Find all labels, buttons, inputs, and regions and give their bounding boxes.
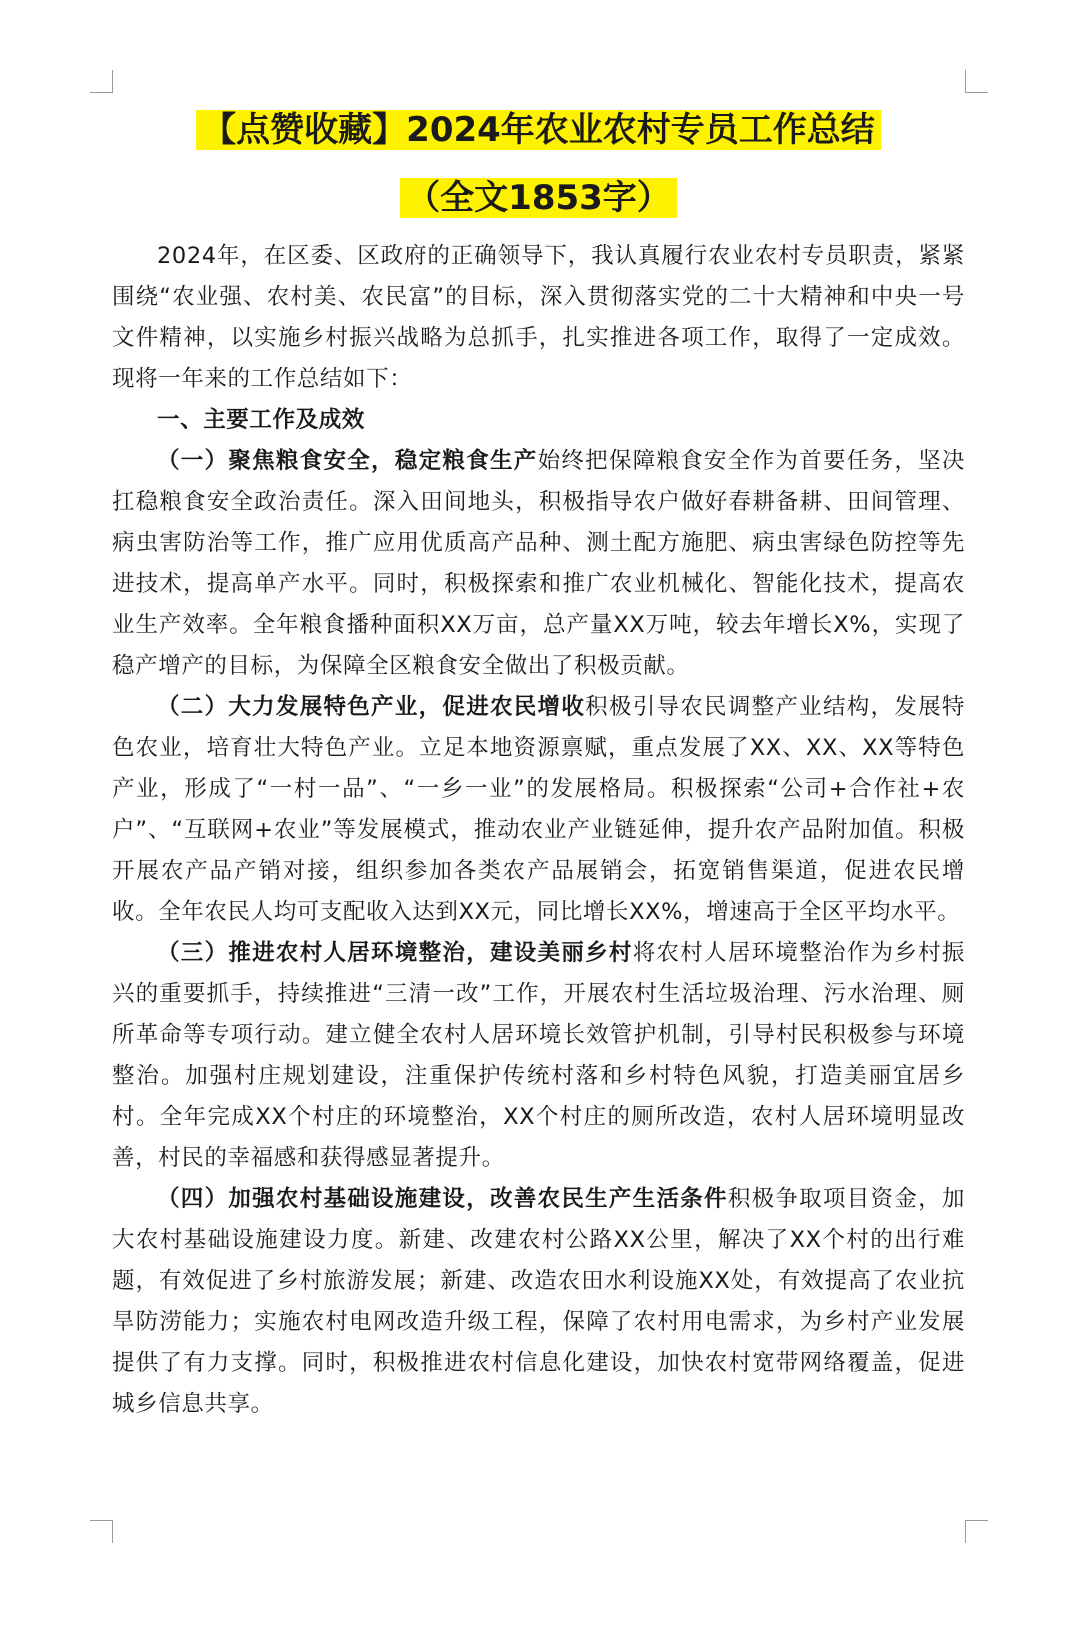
item-body: 积极引导农民调整产业结构，发展特色农业，培育壮大特色产业。立足本地资源禀赋，重点发展了XX、XX、XX等特色产业，形成了“一村一品”、“一乡一业”的发展格局。积极探索“公司+合作社+农户”、“互联网+农业”等发展模式，推动农业产业链延伸，提升农产品附加值。积极开展农产品产销对接，组织参加各类农产品展销会，拓宽销售渠道，促进农民增收。全年农民人均可支配收入达到XX元，同比增长XX%，增速高于全区平均水平。	[112, 694, 965, 925]
item-heading: （四）加强农村基础设施建设，改善农民生产生活条件	[157, 1186, 728, 1212]
item-heading: （一）聚焦粮食安全，稳定粮食生产	[157, 448, 538, 474]
item-paragraph-3	[112, 933, 965, 1179]
document-subtitle: （全文1853字）	[400, 178, 677, 218]
page-corner-mark-top-right	[965, 70, 988, 93]
document-title: 【点赞收藏】2024年农业农村专员工作总结	[196, 110, 881, 150]
item-heading: （二）大力发展特色产业，促进农民增收	[157, 694, 586, 720]
item-paragraph-1	[112, 441, 965, 687]
item-body: 积极争取项目资金，加大农村基础设施建设力度。新建、改建农村公路XX公里，解决了XX个村的出行难题，有效促进了乡村旅游发展；新建、改造农田水利设施XX处，有效提高了农业抗旱防涝能力；实施农村电网改造升级工程，保障了农村用电需求，为乡村产业发展提供了有力支撑。同时，积极推进农村信息化建设，加快农村宽带网络覆盖，促进城乡信息共享。	[112, 1186, 965, 1417]
section-heading: 一、主要工作及成效	[157, 407, 365, 433]
document-title-line-1	[112, 100, 965, 160]
item-paragraph-2	[112, 687, 965, 933]
document-body	[112, 236, 965, 1425]
page-corner-mark-bottom-left	[90, 1520, 113, 1543]
page-corner-mark-top-left	[90, 70, 113, 93]
item-heading: （三）推进农村人居环境整治，建设美丽乡村	[157, 940, 633, 966]
intro-paragraph: 2024年，在区委、区政府的正确领导下，我认真履行农业农村专员职责，紧紧围绕“农业强、农村美、农民富”的目标，深入贯彻落实党的二十大精神和中央一号文件精神，以实施乡村振兴战略为总抓手，扎实推进各项工作，取得了一定成效。现将一年来的工作总结如下：	[112, 243, 965, 392]
page-corner-mark-bottom-right	[965, 1520, 988, 1543]
document-title-line-2	[112, 168, 965, 228]
item-paragraph-4	[112, 1179, 965, 1425]
document-page	[112, 100, 965, 1425]
item-body: 始终把保障粮食安全作为首要任务，坚决扛稳粮食安全政治责任。深入田间地头，积极指导农户做好春耕备耕、田间管理、病虫害防治等工作，推广应用优质高产品种、测土配方施肥、病虫害绿色防控等先进技术，提高单产水平。同时，积极探索和推广农业机械化、智能化技术，提高农业生产效率。全年粮食播种面积XX万亩，总产量XX万吨，较去年增长X%，实现了稳产增产的目标，为保障全区粮食安全做出了积极贡献。	[112, 448, 965, 679]
item-body: 将农村人居环境整治作为乡村振兴的重要抓手，持续推进“三清一改”工作，开展农村生活垃圾治理、污水治理、厕所革命等专项行动。建立健全农村人居环境长效管护机制，引导村民积极参与环境整治。加强村庄规划建设，注重保护传统村落和乡村特色风貌，打造美丽宜居乡村。全年完成XX个村庄的环境整治，XX个村庄的厕所改造，农村人居环境明显改善，村民的幸福感和获得感显著提升。	[112, 940, 965, 1171]
